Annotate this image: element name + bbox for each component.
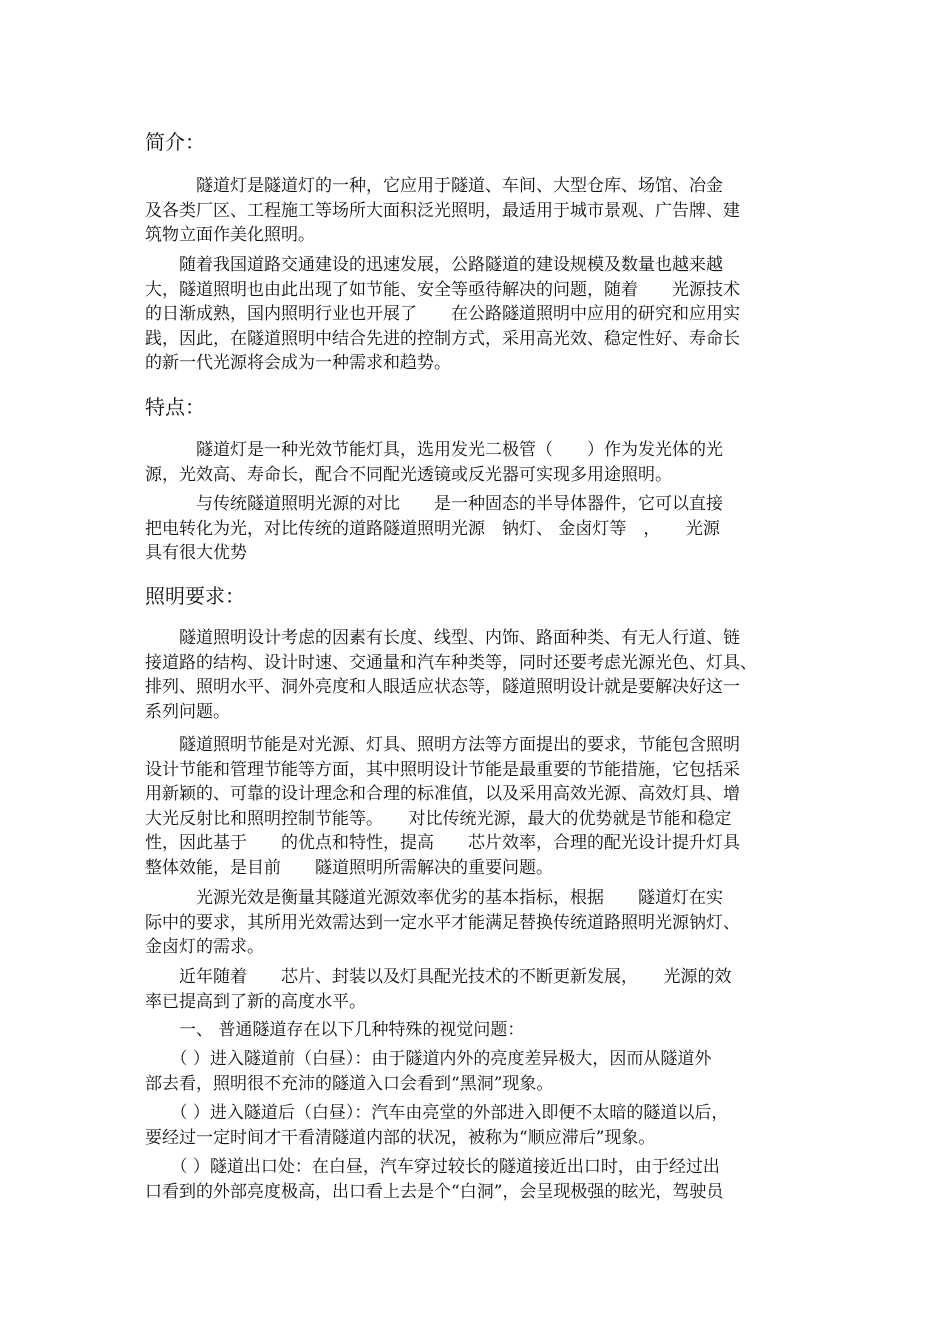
text-line: 大光反射比和照明控制节能等。 对比传统光源，最大的优势就是节能和稳定 [145, 808, 732, 829]
text-line: 要经过一定时间才干看清隧道内部的状况，被称为“顺应滞后”现象。 [145, 1127, 656, 1148]
visual-problem-1 [145, 1047, 809, 1096]
visual-problem-2 [145, 1101, 809, 1150]
text-line: 与传统隧道照明光源的对比 是一种固态的半导体器件，它可以直接 [145, 494, 723, 514]
text-line: 的新一代光源将会成为一种需求和趋势。 [145, 353, 451, 373]
intro-paragraph-1 [145, 174, 809, 248]
text-line: 源，光效高、寿命长，配合不同配光透镜或反光器可实现多用途照明。 [145, 464, 672, 485]
text-line: 隧道照明节能是对光源、灯具、照明方法等方面提出的要求，节能包含照明 [145, 735, 740, 755]
visual-problem-3 [145, 1155, 809, 1204]
text-line: 践，因此，在隧道照明中结合先进的控制方式，采用高光效、稳定性好、寿命长 [145, 328, 740, 349]
text-line: 性，因此基于 的优点和特性，提高 芯片效率，合理的配光设计提升灯具 [145, 833, 740, 853]
text-line: （ ）进入隧道后（白昼）：汽车由亮堂的外部进入即便不太暗的隧道以后， [145, 1103, 729, 1123]
text-line: 隧道灯是一种光效节能灯具，选用发光二极管（ ）作为发光体的光 [145, 440, 723, 460]
text-line: 具有很大优势 [145, 543, 247, 563]
requirements-paragraph-1 [145, 626, 809, 724]
text-line: 的日渐成熟，国内照明行业也开展了 在公路隧道照明中应用的研究和应用实 [145, 304, 740, 324]
text-line: 大，隧道照明也由此出现了如节能、安全等亟待解决的问题，随着 光源技术 [145, 279, 740, 300]
text-line: 率已提高到了新的高度水平。 [145, 991, 366, 1012]
text-line: 隧道照明设计考虑的因素有长度、线型、内饰、路面种类、有无人行道、链 [145, 628, 740, 648]
text-line: 把电转化为光，对比传统的道路隧道照明光源 钠灯、 金卤灯等 ， 光源 [145, 518, 720, 539]
text-line: 接道路的结构、设计时速、交通量和汽车种类等，同时还要考虑光源光色、灯具、 [145, 652, 757, 673]
text-line: 部去看，照明很不充沛的隧道入口会看到“黑洞”现象。 [145, 1073, 554, 1094]
features-paragraph-1 [145, 438, 809, 487]
text-line: 近年随着 芯片、封装以及灯具配光技术的不断更新发展， 光源的效 [145, 967, 732, 987]
text-line: 用新颖的、可靠的设计理念和合理的标准值，以及采用高效光源、高效灯具、增 [145, 784, 740, 804]
text-line: （ ）隧道出口处：在白昼，汽车穿过较长的隧道接近出口时，由于经过出 [145, 1157, 720, 1177]
section-heading-lighting-requirements: 照明要求： [145, 584, 245, 608]
intro-paragraph-2 [145, 253, 809, 376]
text-line: 筑物立面作美化照明。 [145, 225, 315, 245]
text-line: 隧道灯是隧道灯的一种，它应用于隧道、车间、大型仓库、场馆、冶金 [145, 176, 723, 196]
visual-problems-intro [145, 1018, 809, 1043]
section-heading-features: 特点： [145, 395, 205, 419]
text-line: 际中的要求，其所用光效需达到一定水平才能满足替换传统道路照明光源钠灯、 [145, 912, 740, 933]
text-line: 口看到的外部亮度极高，出口看上去是个“白洞”，会呈现极强的眩光，驾驶员 [145, 1181, 724, 1202]
text-line: 一、 普通隧道存在以下几种特殊的视觉问题： [145, 1020, 525, 1040]
text-line: 随着我国道路交通建设的迅速发展，公路隧道的建设规模及数量也越来越 [145, 255, 723, 275]
text-line: 排列、照明水平、洞外亮度和人眼适应状态等，隧道照明设计就是要解决好这一 [145, 677, 740, 697]
requirements-paragraph-4 [145, 965, 809, 1014]
section-heading-intro: 简介： [145, 130, 205, 154]
text-line: 系列问题。 [145, 701, 230, 722]
text-line: 金卤灯的需求。 [145, 937, 264, 957]
requirements-paragraph-2 [145, 733, 809, 880]
text-line: 光源光效是衡量其隧道光源效率优劣的基本指标，根据 隧道灯在实 [145, 888, 723, 908]
features-paragraph-2 [145, 492, 809, 566]
text-line: （ ）进入隧道前（白昼）：由于隧道内外的亮度差异极大，因而从隧道外 [145, 1049, 712, 1069]
text-line: 及各类厂区、工程施工等场所大面积泛光照明，最适用于城市景观、广告牌、建 [145, 200, 740, 221]
requirements-paragraph-3 [145, 886, 809, 960]
text-line: 整体效能，是目前 隧道照明所需解决的重要问题。 [145, 857, 553, 878]
text-line: 设计节能和管理节能等方面，其中照明设计节能是最重要的节能措施，它包括采 [145, 759, 740, 780]
